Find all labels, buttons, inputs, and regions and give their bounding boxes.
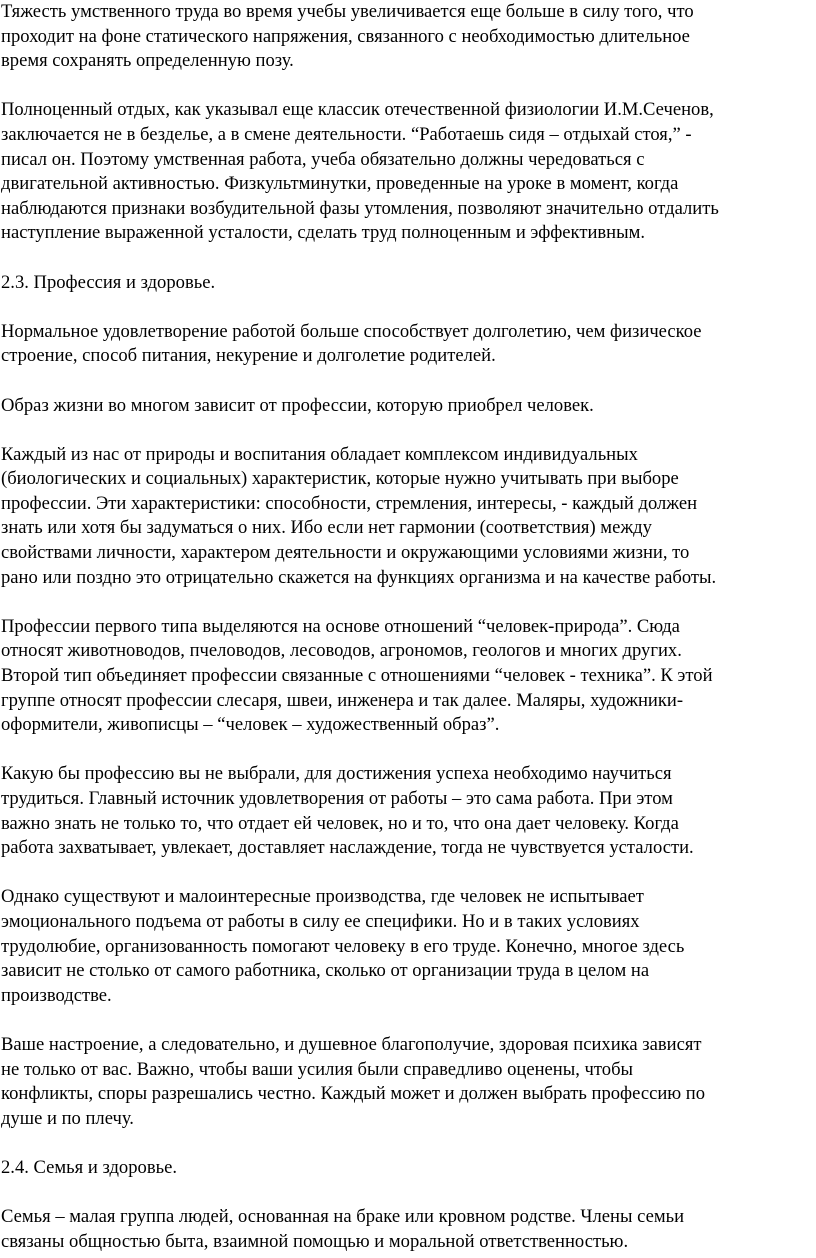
paragraph-gap bbox=[1, 418, 816, 443]
text-line: заключается не в безделье, а в смене деятельности. “Работаешь сидя – отдыхай стоя,” - bbox=[1, 123, 692, 145]
text-line: Образ жизни во многом зависит от профессии, которую приобрел человек. bbox=[1, 394, 594, 416]
paragraph-job-satisfaction bbox=[1, 320, 816, 369]
text-line: Тяжесть умственного труда во время учебы увеличивается еще больше в силу того, что bbox=[1, 1, 694, 22]
text-line: Однако существуют и малоинтересные производства, где человек не испытывает bbox=[1, 886, 644, 908]
text-line: проходит на фоне статического напряжения, связанного с необходимостью длительное bbox=[1, 25, 690, 47]
text-line: оформители, живописцы – “человек – художественный образ”. bbox=[1, 714, 500, 736]
paragraph-gap bbox=[1, 1008, 816, 1033]
text-line: не только от вас. Важно, чтобы ваши усилия были справедливо оценены, чтобы bbox=[1, 1058, 634, 1080]
paragraph-work-success bbox=[1, 762, 816, 860]
text-line: наблюдаются признаки возбудительной фазы утомления, позволяют значительно отдалить bbox=[1, 197, 719, 219]
text-line: связаны общностью быта, взаимной помощью и моральной ответственностью. bbox=[1, 1230, 629, 1252]
paragraph-gap bbox=[1, 295, 816, 320]
text-line: производстве. bbox=[1, 984, 112, 1006]
paragraph-gap bbox=[1, 246, 816, 271]
text-line: профессии. Эти характеристики: способности, стремления, интересы, - каждый должен bbox=[1, 492, 698, 514]
paragraph-gap bbox=[1, 369, 816, 394]
paragraph-uninteresting-work bbox=[1, 885, 816, 1008]
text-line: рано или поздно это отрицательно скажется на функциях организма и на качестве работы. bbox=[1, 566, 717, 588]
text-line: Полноценный отдых, как указывал еще классик отечественной физиологии И.М.Сеченов, bbox=[1, 99, 714, 121]
text-line: Нормальное удовлетворение работой больше способствует долголетию, чем физическое bbox=[1, 320, 702, 342]
text-line: писал он. Поэтому умственная работа, учеба обязательно должны чередоваться с bbox=[1, 148, 645, 170]
text-line: Второй тип объединяет профессии связанные с отношениями “человек - техника”. К этой bbox=[1, 665, 713, 687]
text-line: свойствами личности, характером деятельности и окружающими условиями жизни, то bbox=[1, 542, 690, 564]
paragraph-gap bbox=[1, 74, 816, 99]
text-line: Ваше настроение, а следовательно, и душевное благополучие, здоровая психика зависят bbox=[1, 1033, 702, 1055]
text-line: группе относят профессии слесаря, швеи, инженера и так далее. Маляры, художники- bbox=[1, 689, 684, 711]
text-line: трудолюбие, организованность помогают человеку в его труде. Конечно, многое здесь bbox=[1, 935, 685, 957]
text-line: Какую бы профессию вы не выбрали, для достижения успеха необходимо научиться bbox=[1, 763, 672, 785]
paragraph-lifestyle bbox=[1, 394, 816, 419]
paragraph-profession-types bbox=[1, 615, 816, 738]
text-line: двигательной активностью. Физкультминутки, проведенные на уроке в момент, когда bbox=[1, 173, 679, 195]
section-heading-2-4 bbox=[1, 1156, 816, 1181]
text-line: важно знать не только то, что отдает ей человек, но и то, что она дает человеку. Когда bbox=[1, 812, 679, 834]
paragraph-family bbox=[1, 1205, 816, 1254]
paragraph-gap bbox=[1, 590, 816, 615]
text-line: время сохранять определенную позу. bbox=[1, 50, 294, 72]
paragraph-gap bbox=[1, 738, 816, 763]
text-line: относят животноводов, пчеловодов, лесоводов, агрономов, геологов и многих других. bbox=[1, 640, 682, 662]
text-line: трудиться. Главный источник удовлетворения от работы – это сама работа. При этом bbox=[1, 788, 673, 809]
text-line: работа захватывает, увлекает, доставляет наслаждение, тогда не чувствуется усталости. bbox=[1, 837, 694, 859]
section-heading-text: 2.3. Профессия и здоровье. bbox=[1, 271, 216, 293]
paragraph-gap bbox=[1, 1181, 816, 1206]
text-line: знать или хотя бы задуматься о них. Ибо если нет гармонии (соответствия) между bbox=[1, 517, 652, 539]
paragraph-mental-work-strain bbox=[1, 0, 816, 74]
text-line: конфликты, споры разрешались честно. Каждый может и должен выбрать профессию по bbox=[1, 1083, 706, 1105]
paragraph-gap bbox=[1, 1131, 816, 1156]
text-line: наступление выраженной усталости, сделать труд полноценным и эффективным. bbox=[1, 222, 646, 244]
paragraph-characteristics bbox=[1, 443, 816, 591]
text-line: строение, способ питания, некурение и долголетие родителей. bbox=[1, 345, 496, 367]
paragraph-gap bbox=[1, 861, 816, 886]
text-line: зависит не столько от самого работника, сколько от организации труда в целом на bbox=[1, 960, 650, 982]
text-line: (биологических и социальных) характеристик, которые нужно учитывать при выборе bbox=[1, 468, 679, 490]
text-line: душе и по плечу. bbox=[1, 1107, 134, 1129]
text-line: Каждый из нас от природы и воспитания обладает комплексом индивидуальных bbox=[1, 443, 638, 465]
section-heading-2-3 bbox=[1, 271, 816, 296]
text-line: Профессии первого типа выделяются на основе отношений “человек-природа”. Сюда bbox=[1, 615, 680, 637]
paragraph-rest-sechenov bbox=[1, 98, 816, 246]
text-line: эмоционального подъема от работы в силу ее специфики. Но и в таких условиях bbox=[1, 910, 640, 932]
paragraph-mood-wellbeing bbox=[1, 1033, 816, 1131]
section-heading-text: 2.4. Семья и здоровье. bbox=[1, 1156, 177, 1178]
text-line: Семья – малая группа людей, основанная на браке или кровном родстве. Члены семьи bbox=[1, 1206, 685, 1228]
